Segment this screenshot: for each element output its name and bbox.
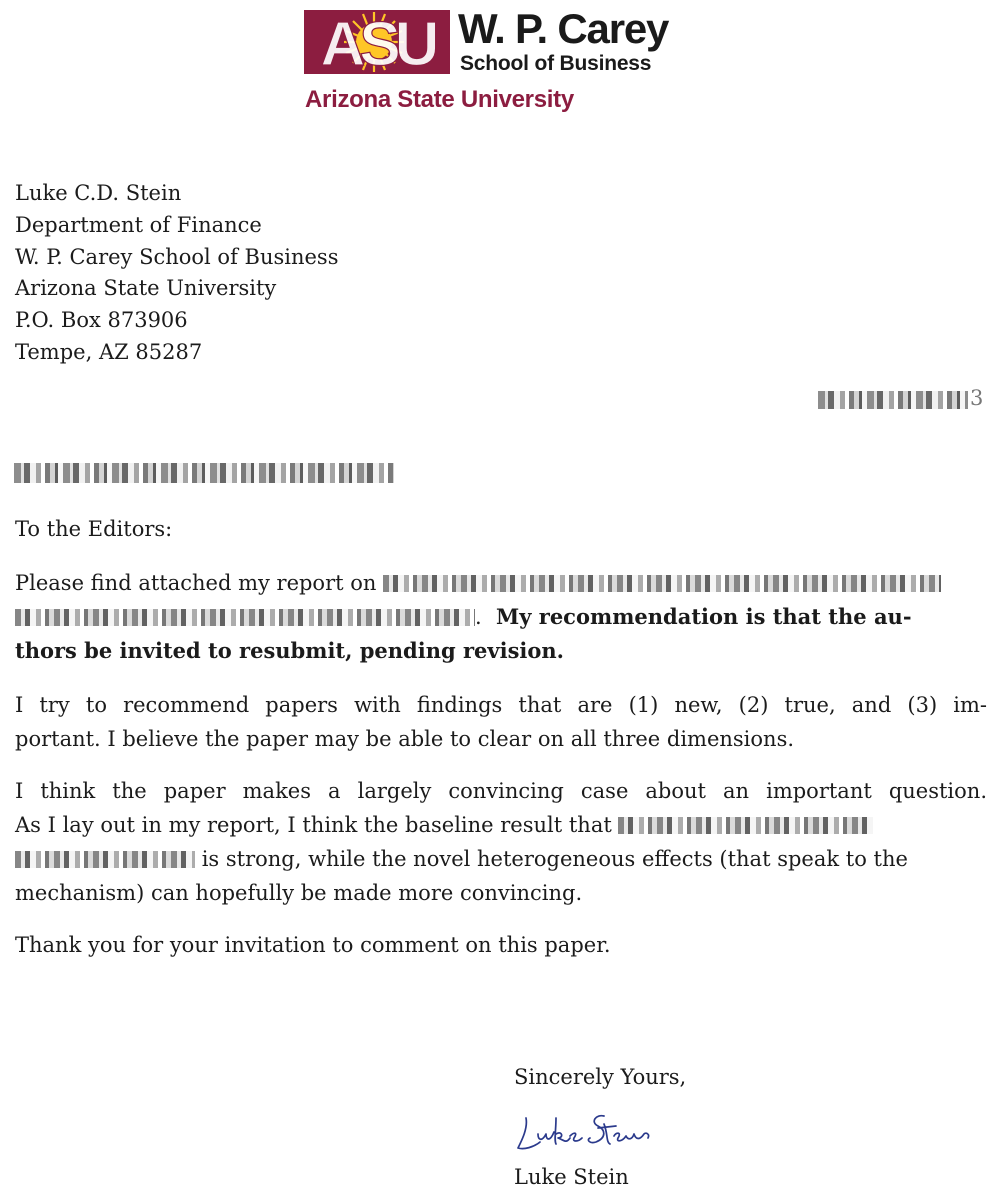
- paragraph-4-line: Thank you for your invitation to comment on this paper.: [15, 933, 611, 957]
- paragraph-1-punct: .: [475, 605, 482, 629]
- paragraph-3-text: is strong, while the novel heterogeneous effects (that speak to the: [201, 847, 908, 871]
- address-line: Department of Finance: [15, 212, 262, 237]
- date-tail: 3: [970, 386, 984, 410]
- closing: Sincerely Yours,: [514, 1065, 687, 1089]
- recommendation-text: thors be invited to resubmit, pending revision.: [15, 638, 564, 663]
- sender-address: [15, 178, 338, 369]
- asu-logo: [304, 10, 450, 74]
- reference-redacted: [14, 463, 394, 483]
- address-line: Arizona State University: [15, 276, 277, 301]
- signer-name: Luke Stein: [514, 1165, 629, 1189]
- asu-logo-text: ASU: [320, 10, 434, 74]
- paper-title-redacted: [15, 609, 475, 626]
- greeting: [15, 512, 987, 546]
- paragraph-3-text: As I lay out in my report, I think the baseline result that: [15, 813, 612, 837]
- school-subtitle: School of Business: [460, 52, 652, 75]
- paragraph-3: [15, 774, 987, 910]
- paragraph-2-line: I try to recommend papers with findings that are (1) new, (2) true, and (3) im-: [15, 693, 987, 717]
- date-redacted: [818, 391, 968, 409]
- paragraph-2: [15, 688, 987, 756]
- address-line: Luke C.D. Stein: [15, 181, 182, 205]
- address-line: Tempe, AZ 85287: [15, 339, 203, 364]
- paragraph-1: [15, 566, 987, 668]
- greeting-text: To the Editors:: [15, 517, 173, 541]
- school-name: W. P. Carey: [458, 5, 669, 52]
- paragraph-3-line: mechanism) can hopefully be made more convincing.: [15, 881, 583, 905]
- address-line: P.O. Box 873906: [15, 308, 188, 333]
- paragraph-2-line: portant. I believe the paper may be able to clear on all three dimensions.: [15, 727, 795, 751]
- signature-image: [512, 1104, 652, 1160]
- address-line: W. P. Carey School of Business: [15, 244, 339, 269]
- signature-text: Luke Stein: [512, 1104, 518, 1105]
- recommendation-text: My recommendation is that the au-: [496, 604, 912, 629]
- paragraph-3-line: I think the paper makes a largely convincing case about an important question.: [15, 779, 987, 803]
- university-name: Arizona State University: [305, 86, 574, 113]
- paper-title-redacted: [383, 575, 941, 592]
- result-redacted: [15, 851, 195, 868]
- result-redacted: [618, 817, 873, 834]
- paragraph-1-text: Please find attached my report on: [15, 571, 377, 595]
- paragraph-4: [15, 928, 987, 962]
